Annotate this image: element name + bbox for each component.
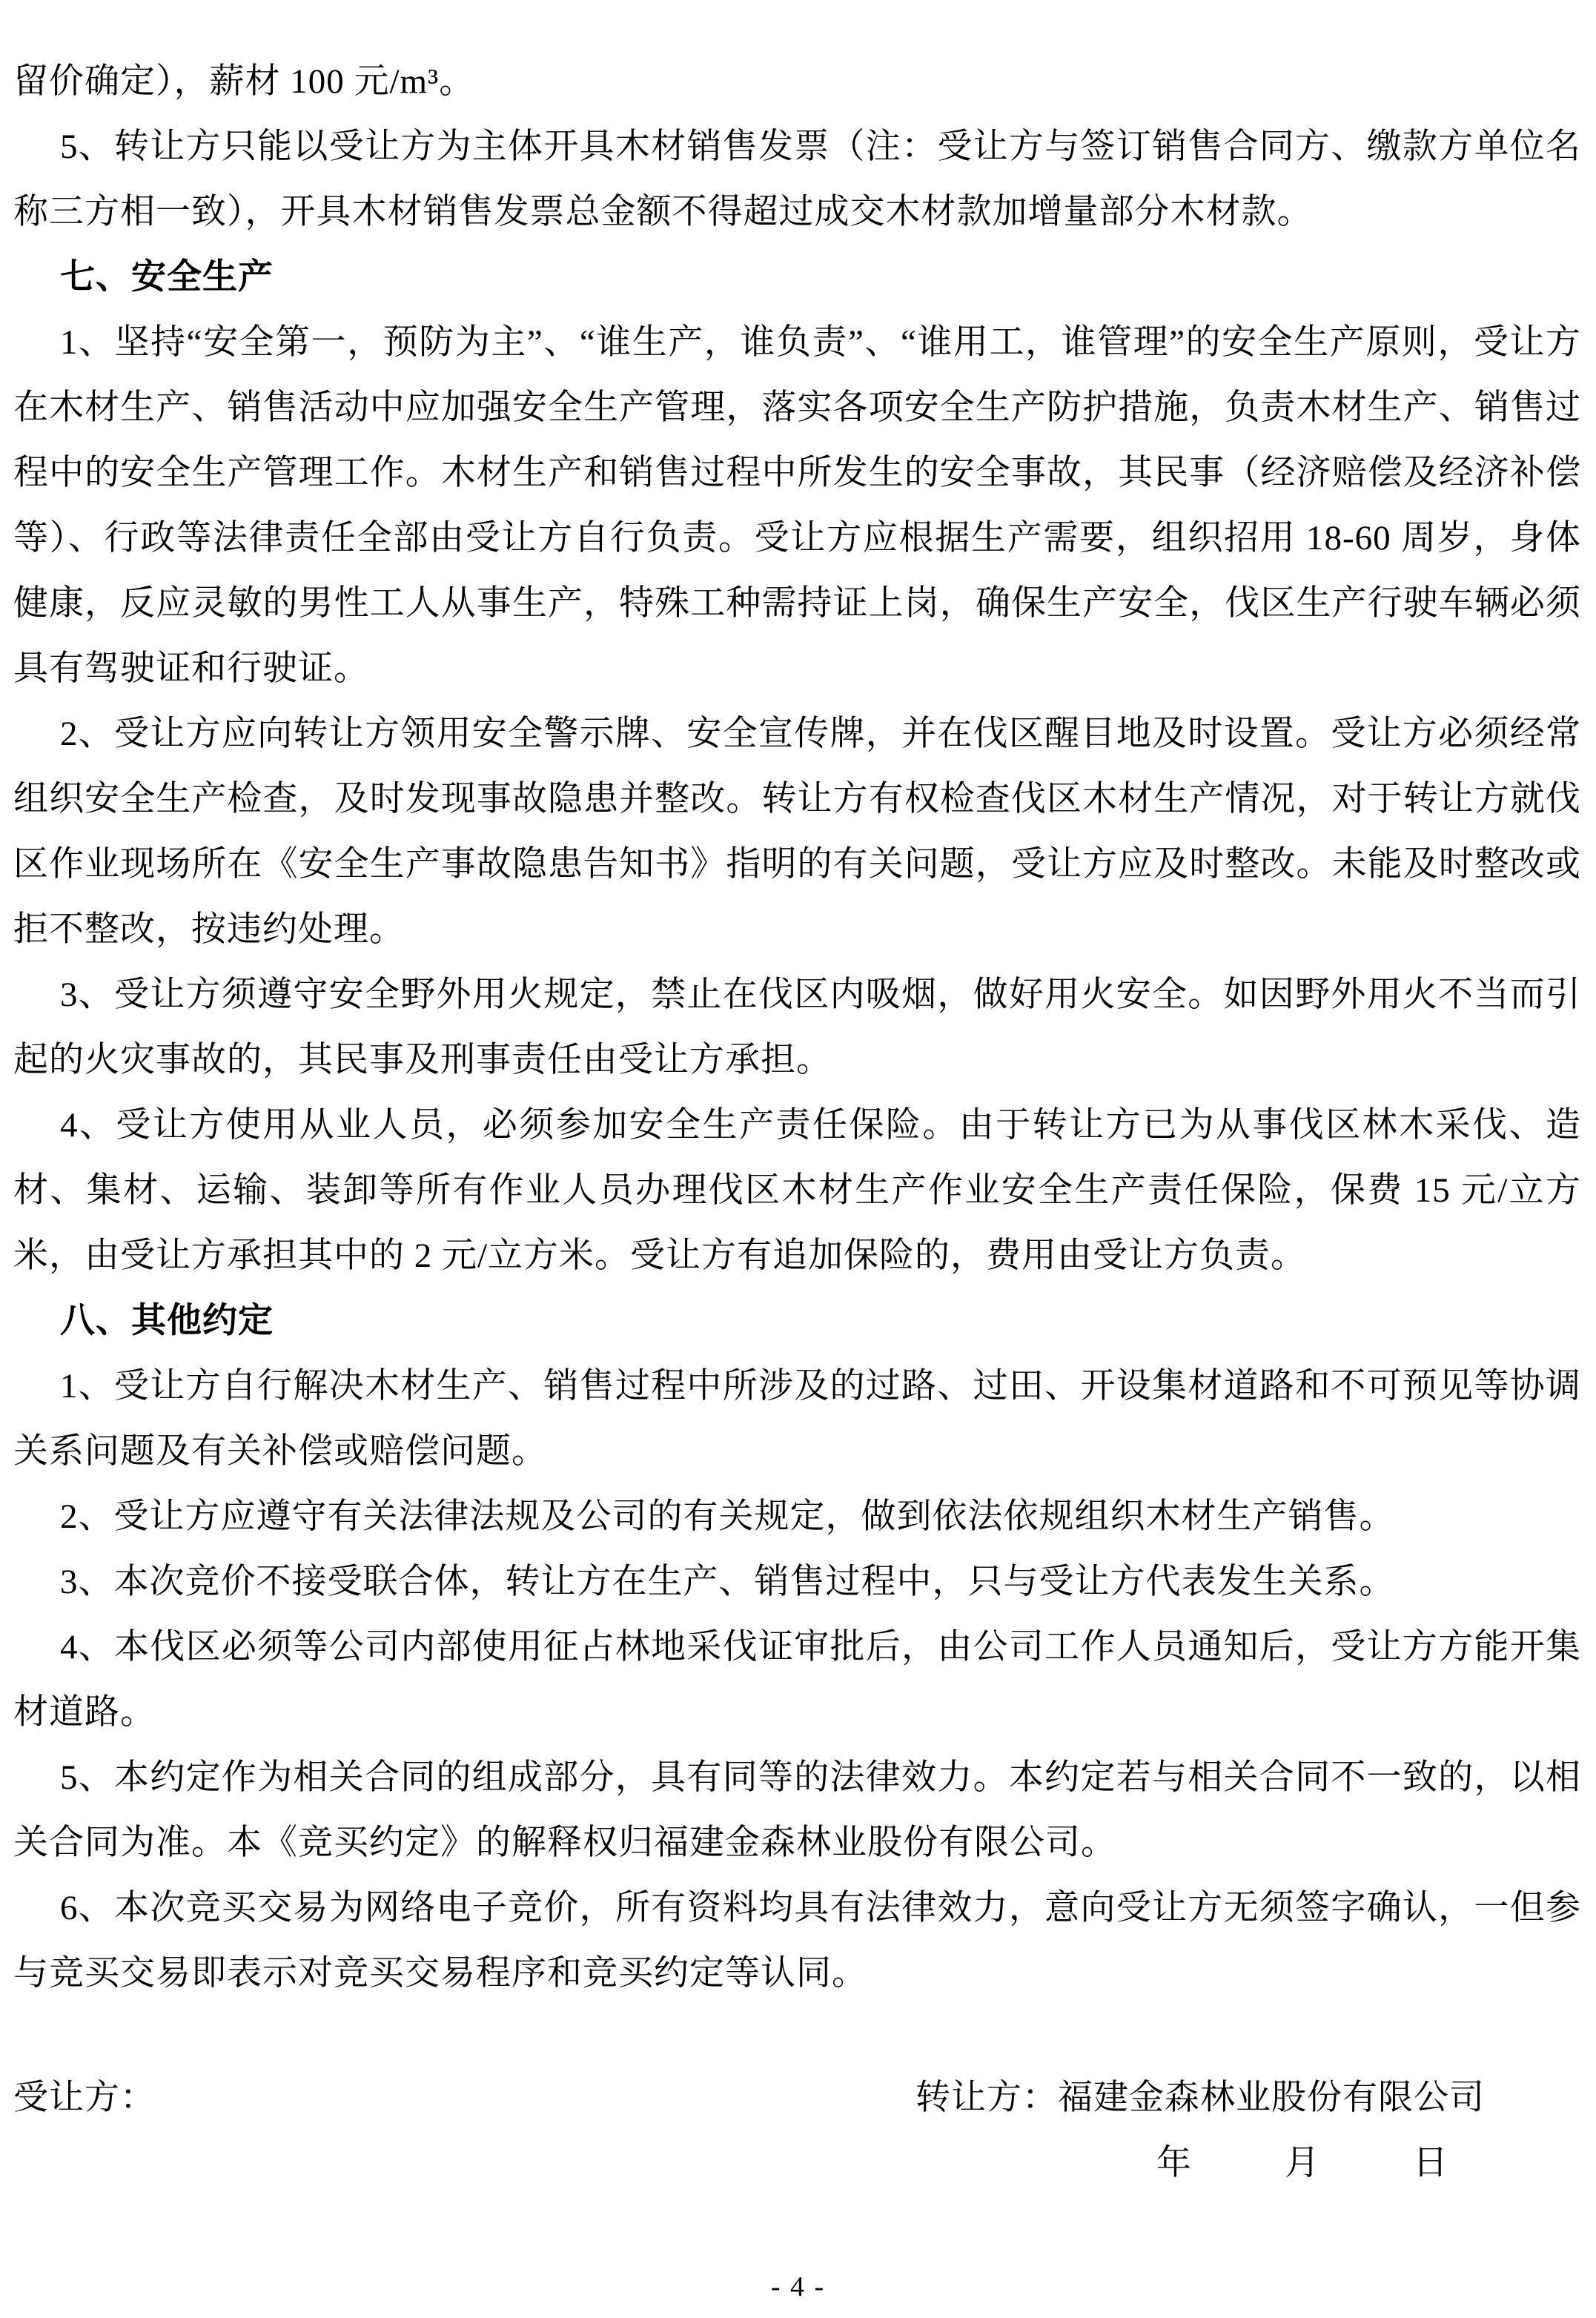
paragraph: 3、本次竞价不接受联合体，转让方在生产、销售过程中，只与受让方代表发生关系。	[60, 1563, 1395, 1601]
transferor-label: 转让方：福建金森林业股份有限公司	[915, 2079, 1485, 2117]
paragraph: 1、坚持“安全第一，预防为主”、“谁生产，谁负责”、“谁用工，谁管理”的安全生产原则，受让方在木材生产、销售活动中应加强安全生产管理，落实各项安全生产防护措施，负责木材生产、销售过程中的安全生产管理工作。木材生产和销售过程中所发生的安全事故，其民事（经济赔偿及经济补偿等）、行政等法律责任全部由受让方自行负责。受让方应根据生产需要，组织招用 18-60 周岁，身体健康，反应灵敏的男性工人从事生产，特殊工种需持证上岗，确保生产安全，伐区生产行驶车辆必须具有驾驶证和行驶证。	[13, 323, 1581, 688]
signature-date-line	[1156, 2130, 1485, 2196]
paragraph: 1、受让方自行解决木材生产、销售过程中所涉及的过路、过田、开设集材道路和不可预见等协调关系问题及有关补偿或赔偿问题。	[13, 1367, 1581, 1471]
paragraph: 留价确定），薪材 100 元/m³。	[13, 62, 475, 101]
paragraph: 6、本次竞买交易为网络电子竞价，所有资料均具有法律效力，意向受让方无须签字确认，一但参与竞买交易即表示对竞买交易程序和竞买约定等认同。	[13, 1889, 1581, 1993]
date-month-label: 月	[1285, 2144, 1320, 2182]
section-heading: 七、安全生产	[60, 258, 274, 297]
paragraph: 2、受让方应遵守有关法律法规及公司的有关规定，做到依法依规组织木材生产销售。	[60, 1497, 1395, 1536]
document-body	[13, 49, 1581, 2196]
paragraph: 3、受让方须遵守安全野外用火规定，禁止在伐区内吸烟，做好用火安全。如因野外用火不当而引起的火灾事故的，其民事及刑事责任由受让方承担。	[13, 976, 1581, 1079]
signature-block	[13, 2065, 1581, 2196]
paragraph: 5、转让方只能以受让方为主体开具木材销售发票（注：受让方与签订销售合同方、缴款方单位名称三方相一致），开具木材销售发票总金额不得超过成交木材款加增量部分木材款。	[13, 128, 1581, 231]
paragraph: 4、本伐区必须等公司内部使用征占林地采伐证审批后，由公司工作人员通知后，受让方方能开集材道路。	[13, 1628, 1581, 1732]
transferor-block	[915, 2065, 1485, 2196]
section-heading: 八、其他约定	[60, 1302, 274, 1340]
paragraph: 5、本约定作为相关合同的组成部分，具有同等的法律效力。本约定若与相关合同不一致的，以相关合同为准。本《竞买约定》的解释权归福建金森林业股份有限公司。	[13, 1758, 1581, 1862]
page-number: - 4 -	[770, 2271, 826, 2302]
date-year-label: 年	[1156, 2144, 1192, 2182]
transferee-label: 受让方：	[13, 2079, 156, 2117]
date-day-label: 日	[1413, 2144, 1448, 2182]
paragraph: 4、受让方使用从业人员，必须参加安全生产责任保险。由于转让方已为从事伐区林木采伐、造材、集材、运输、装卸等所有作业人员办理伐区木材生产作业安全生产责任保险，保费 15 元/立方米，由受让方承担其中的 2 元/立方米。受让方有追加保险的，费用由受让方负责。	[13, 1106, 1581, 1275]
paragraph: 2、受让方应向转让方领用安全警示牌、安全宣传牌，并在伐区醒目地及时设置。受让方必须经常组织安全生产检查，及时发现事故隐患并整改。转让方有权检查伐区木材生产情况，对于转让方就伐区作业现场所在《安全生产事故隐患告知书》指明的有关问题，受让方应及时整改。未能及时整改或拒不整改，按违约处理。	[13, 715, 1581, 949]
